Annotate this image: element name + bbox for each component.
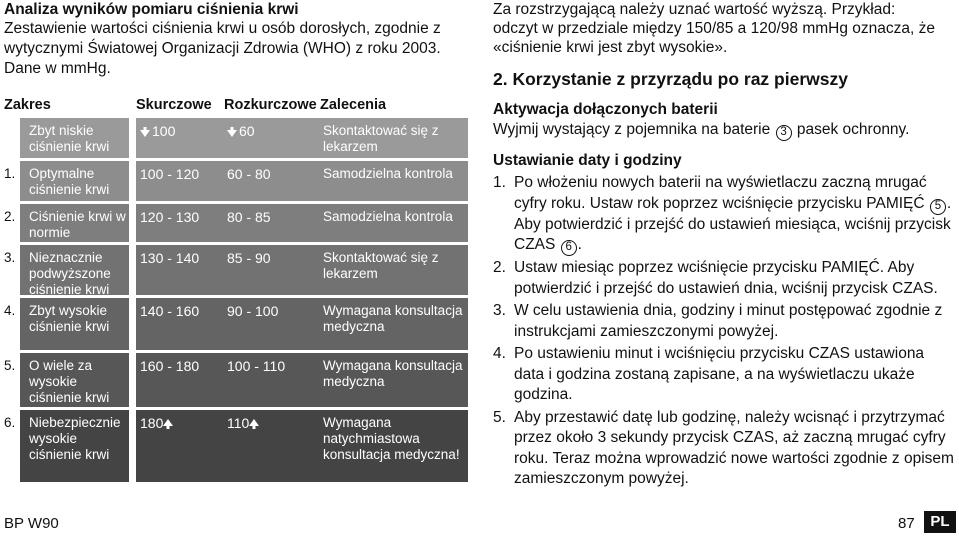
recommendation-cell: Wymagana konsultacja medyczna [320, 298, 468, 350]
section-title: Analiza wyników pomiaru ciśnienia krwi [4, 1, 299, 18]
recommendation-cell: Samodzielna kontrola [320, 204, 468, 242]
row-number-cell: 6. [0, 410, 20, 482]
right-intro-3: «ciśnienie krwi jest zbyt wysokie». [493, 39, 728, 56]
battery-text: Wyjmij wystający z pojemnika na baterie 3 pasek ochronny. [493, 120, 955, 141]
row-number-cell: 2. [0, 204, 20, 242]
diastolic-cell: 80 - 85 [224, 204, 320, 242]
systolic-cell: 160 - 180 [136, 353, 224, 407]
header-recommendation: Zalecenia [320, 97, 387, 113]
systolic-cell: 120 - 130 [136, 204, 224, 242]
systolic-cell: 100 - 120 [136, 161, 224, 201]
date-steps-list [493, 173, 955, 490]
diastolic-cell: 60 - 80 [224, 161, 320, 201]
header-systolic: Skurczowe [136, 97, 212, 113]
header-diastolic: Rozkurczowe [224, 97, 317, 113]
systolic-cell: 100 [136, 118, 224, 158]
table-body [0, 118, 468, 482]
memory-button-5-icon: 5 [930, 199, 946, 215]
row-number-cell: 1. [0, 161, 20, 201]
arrow-down-icon [140, 127, 150, 137]
date-time-title: Ustawianie daty i godziny [493, 152, 682, 169]
row-number-cell: 3. [0, 245, 20, 295]
range-cell: Ciśnienie krwi w normie [20, 204, 129, 242]
arrow-up-icon [163, 419, 173, 429]
diastolic-cell: 110 [224, 410, 320, 482]
diastolic-cell: 60 [224, 118, 320, 158]
page-number: 87 [898, 515, 915, 532]
right-intro-2: odczyt w przedziale między 150/85 a 120/98 mmHg oznacza, że [493, 20, 935, 37]
recommendation-cell: Samodzielna kontrola [320, 161, 468, 201]
row-number-cell: 5. [0, 353, 20, 407]
range-cell: Nieznacznie podwyższone ciśnienie krwi [20, 245, 129, 295]
diastolic-cell: 85 - 90 [224, 245, 320, 295]
range-cell: Optymalne ciśnienie krwi [20, 161, 129, 201]
diastolic-cell: 90 - 100 [224, 298, 320, 350]
arrow-down-icon [227, 127, 237, 137]
table-row [0, 410, 468, 482]
recommendation-cell: Wymagana konsultacja medyczna [320, 353, 468, 407]
table-row [0, 245, 468, 295]
list-item: 1. Po włożeniu nowych baterii na wyświetlaczu zaczną mrugać cyfry roku. Ustaw rok poprzez wciśnięcie przycisku PAMIĘĆ 5 . Aby potwierdzić i przejść do ustawień miesiąca, wciśnij przycisk CZAS 6 . [493, 173, 955, 256]
row-number-cell: 4. [0, 298, 20, 350]
list-item: 2. Ustaw miesiąc poprzez wciśnięcie przycisku PAMIĘĆ. Aby potwierdzić i przejść do ustawień dnia, wciśnij przycisk CZAS. [493, 259, 938, 297]
language-badge: PL [924, 511, 956, 533]
blood-pressure-table [0, 95, 468, 482]
table-row [0, 353, 468, 407]
table-header [0, 95, 468, 118]
section-2-title: 2. Korzystanie z przyrządu po raz pierwszy [493, 69, 848, 89]
range-cell: Zbyt wysokie ciśnienie krwi [20, 298, 129, 350]
right-intro-1: Za rozstrzygającą należy uznać wartość wyższą. Przykład: [493, 1, 896, 18]
list-item: 4. Po ustawieniu minut i wciśnięciu przycisku CZAS ustawiona data i godzina zostaną zapisane, a na wyświetlaczu ukaże godzina. [493, 345, 925, 403]
range-cell: Niebezpiecznie wysokie ciśnienie krwi [20, 410, 129, 482]
recommendation-cell: Skontaktować się z lekarzem [320, 245, 468, 295]
systolic-cell: 180 [136, 410, 224, 482]
systolic-cell: 140 - 160 [136, 298, 224, 350]
row-number-cell [0, 118, 20, 158]
range-cell: O wiele za wysokie ciśnienie krwi [20, 353, 129, 407]
diastolic-cell: 100 - 110 [224, 353, 320, 407]
systolic-cell: 130 - 140 [136, 245, 224, 295]
button-3-icon: 3 [776, 125, 792, 141]
left-column [4, 0, 472, 79]
recommendation-cell: Wymagana natychmiastowa konsultacja medyczna! [320, 410, 468, 482]
arrow-up-icon [249, 419, 259, 429]
list-item: 3. W celu ustawienia dnia, godziny i minut postępować zgodnie z instrukcjami zamieszczonymi powyżej. [493, 302, 943, 340]
table-row [0, 298, 468, 350]
intro-line-2: wytycznymi Światowej Organizacji Zdrowia (WHO) z roku 2003. [4, 40, 441, 57]
intro-line-1: Zestawienie wartości ciśnienia krwi u osób dorosłych, zgodnie z [4, 20, 441, 37]
table-row [0, 204, 468, 242]
range-cell: Zbyt niskie ciśnienie krwi [20, 118, 129, 158]
table-row [0, 118, 468, 158]
list-item: 5. Aby przestawić datę lub godzinę, należy wcisnąć i przytrzymać przez około 3 sekundy przycisk CZAS, aż zaczną mrugać cyfry roku. Teraz można wprowadzić nowe wartości zgodnie z opisem zamieszczonym powyżej. [493, 408, 954, 487]
table-row [0, 161, 468, 201]
battery-title: Aktywacja dołączonych baterii [493, 101, 718, 118]
right-column [493, 0, 955, 492]
intro-line-3: Dane w mmHg. [4, 60, 111, 77]
header-range: Zakres [4, 97, 51, 113]
recommendation-cell: Skontaktować się z lekarzem [320, 118, 468, 158]
time-button-6-icon: 6 [561, 240, 577, 256]
model-name: BP W90 [4, 515, 59, 532]
